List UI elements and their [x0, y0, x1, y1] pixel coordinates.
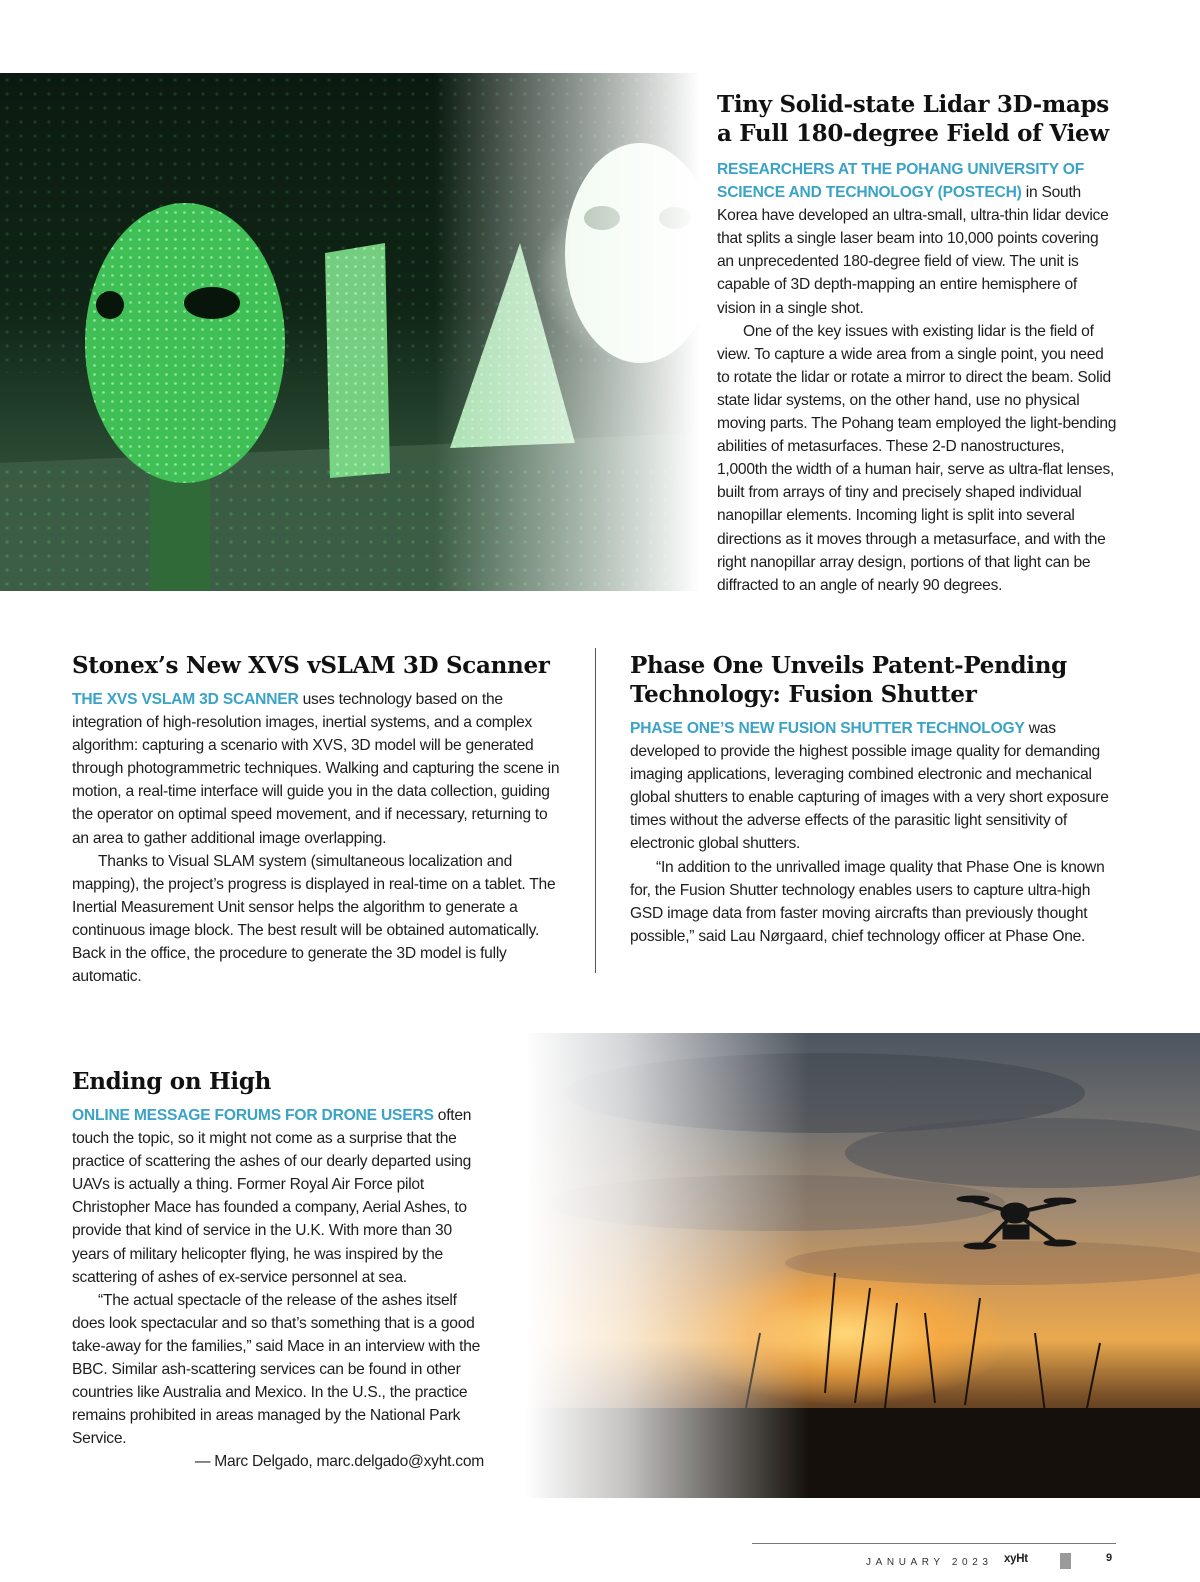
ending-headline: Ending on High [72, 1068, 272, 1095]
page-number: 9 [1106, 1552, 1113, 1564]
stonex-paragraph-1 [72, 688, 560, 850]
ending-article [72, 1067, 484, 1474]
ending-paragraph-1-text: often touch the topic, so it might not come as a surprise that the practice of scattering the ashes of our dearly departed using UAVs is actually a thing. Former Royal Air Force pilot Christopher Mace has founded a company, Aerial Ashes, to provide that kind of service in the U.K. With more than 30 years of military helicopter flying, he was inspired by the scattering of ashes of ex-service personnel at sea. [72, 1107, 472, 1286]
stonex-article [72, 651, 560, 988]
footer-brand: xyHt [1004, 1553, 1028, 1565]
lidar-article [717, 90, 1117, 597]
ending-lead-in: ONLINE MESSAGE FORUMS FOR DRONE USERS [72, 1107, 434, 1124]
ending-body [72, 1104, 484, 1474]
phaseone-body [630, 717, 1118, 948]
phaseone-headline [630, 651, 1118, 709]
lidar-headline [717, 90, 1117, 148]
stonex-body [72, 688, 560, 988]
footer-rule [752, 1543, 1116, 1544]
phaseone-paragraph-1-text: was developed to provide the highest possible image quality for demanding imaging applications, leveraging combined electronic and mechanical global shutters to enable capturing of images with a very short exposure times without the adverse effects of the parasitic light sensitivity of electronic global shutters. [630, 720, 1109, 853]
footer-block-mark [1060, 1553, 1071, 1569]
stonex-paragraph-2: Thanks to Visual SLAM system (simultaneous localization and mapping), the project’s progress is displayed in real-time on a tablet. The Inertial Measurement Unit sensor helps the algorithm to generate a continuous image block. The best result will be obtained automatically. Back in the office, the procedure to generate the 3D model is fully automatic. [72, 852, 556, 986]
stonex-headline: Stonex’s New XVS vSLAM 3D Scanner [72, 652, 550, 679]
lidar-paragraph-1-text: in South Korea have developed an ultra-small, ultra-thin lidar device that splits a single laser beam into 10,000 points covering an unprecedented 180-degree field of view. The unit is capable of 3D depth-mapping an entire hemisphere of vision in a single shot. [717, 184, 1109, 317]
phaseone-headline-line1: Phase One Unveils Patent-Pending [630, 652, 1067, 679]
phaseone-lead-in: PHASE ONE’S NEW FUSION SHUTTER TECHNOLOGY [630, 720, 1025, 737]
lidar-headline-line1: Tiny Solid-state Lidar 3D-maps [717, 91, 1109, 118]
lidar-body [717, 158, 1117, 597]
column-divider [595, 648, 596, 973]
lidar-paragraph-2: One of the key issues with existing lidar is the field of view. To capture a wide area from a single point, you need to rotate the lidar or rotate a mirror to direct the beam. Solid state lidar systems, on the other hand, use no physical moving parts. The Pohang team employed the light-bending abilities of metasurfaces. These 2-D nanostructures, 1,000th the width of a human hair, serve as ultra-flat lenses, built from arrays of tiny and precisely shaped individual nanopillar elements. Incoming light is split into several directions as it moves through a metasurface, and with the right nanopillar array design, portions of that light can be diffracted to an angle of nearly 90 degrees. [717, 322, 1117, 594]
ending-paragraph-2: “The actual spectacle of the release of the ashes itself does look spectacular and so that’s something that is a good take-away for the families,” said Mace in an interview with the BBC. Similar ash-scattering services can be found in other countries like Australia and Mexico. In the U.S., the practice remains prohibited in areas managed by the National Park Service. [72, 1291, 481, 1448]
lidar-photo-fade [0, 73, 700, 591]
lidar-lead-in: RESEARCHERS AT THE POHANG UNIVERSITY OF SCIENCE AND TECHNOLOGY (POSTECH) [717, 161, 1085, 202]
stonex-lead-in: THE XVS VSLAM 3D SCANNER [72, 691, 299, 708]
ending-paragraph-1 [72, 1104, 484, 1289]
phaseone-paragraph-2: “In addition to the unrivalled image quality that Phase One is known for, the Fusion Shutter technology enables users to capture ultra-high GSD image data from faster moving aircrafts than previously thought possible,” said Lau Nørgaard, chief technology officer at Phase One. [630, 858, 1105, 945]
phaseone-paragraph-1 [630, 717, 1118, 856]
lidar-paragraph-1 [717, 158, 1117, 320]
phaseone-headline-line2: Technology: Fusion Shutter [630, 681, 977, 708]
phaseone-article [630, 651, 1118, 948]
drone-photo-fade [525, 1033, 1200, 1498]
stonex-paragraph-1-text: uses technology based on the integration of high-resolution images, inertial systems, and a complex algorithm: capturing a scenario with XVS, 3D model will be generated through photogrammetric techniques. Walking and capturing the scene in motion, a real-time interface will guide you in the data collection, guiding the operator on optimal speed movement, and if necessary, returning to an area to gather additional image overlapping. [72, 691, 560, 847]
footer-issue-date: JANUARY 2023 [866, 1557, 993, 1568]
lidar-headline-line2: a Full 180-degree Field of View [717, 120, 1109, 147]
ending-byline: — Marc Delgado, marc.delgado@xyht.com [194, 1453, 484, 1471]
